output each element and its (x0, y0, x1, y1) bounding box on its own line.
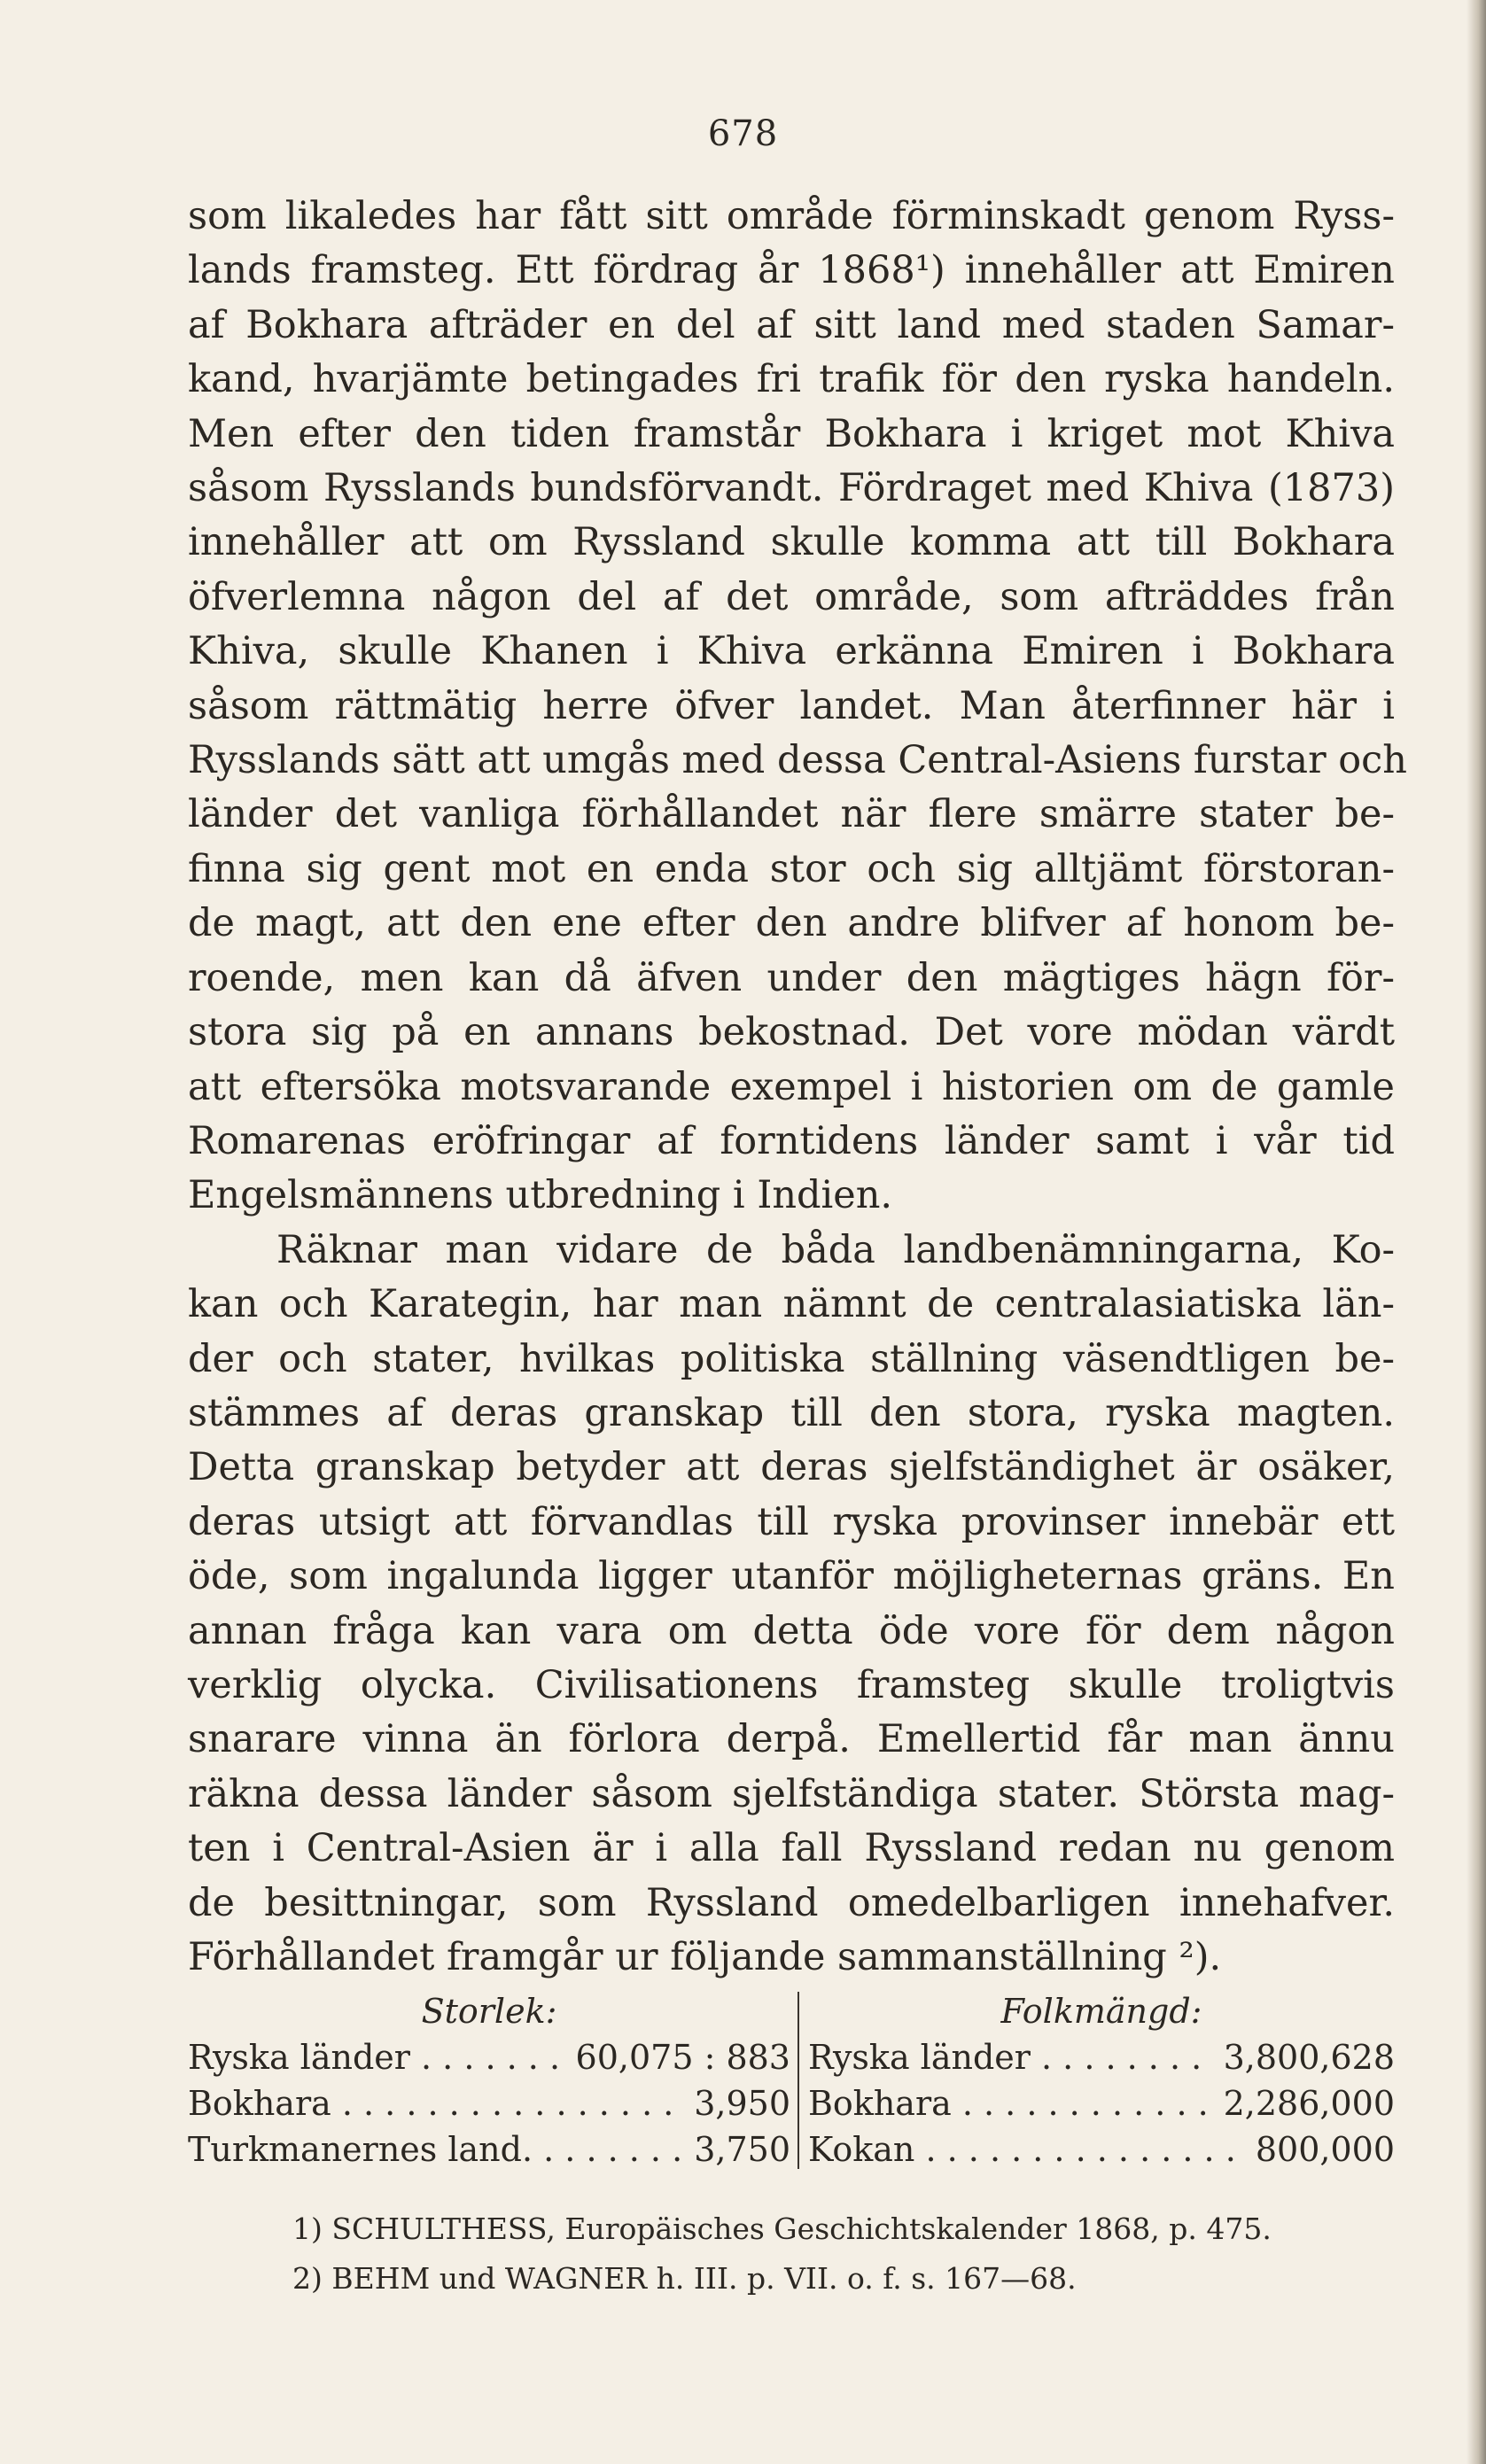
table-divider (797, 1992, 799, 2169)
text-line: snarare vinna än förlora derpå. Emellertid får man ännu (188, 1717, 1395, 1762)
text-line: Detta granskap betyder att deras sjelfständighet är osäker, (188, 1445, 1395, 1490)
text-line: Räknar man vidare de båda landbenämningarna, Ko- (276, 1227, 1395, 1272)
page-edge-shadow (1467, 0, 1486, 2464)
table-row (188, 2126, 790, 2173)
row-value: 60,075 : 883 (575, 2038, 790, 2077)
text-line: de besittningar, som Ryssland omedelbarligen innehafver. (188, 1880, 1395, 1925)
text-line: öfverlemna någon del af det område, som afträddes från (188, 574, 1395, 619)
footnote: 2) BEHM und WAGNER h. III. p. VII. o. f. s. 167—68. (292, 2261, 1077, 2296)
row-value: 2,286,000 (1223, 2084, 1395, 2123)
text-line: Romarenas eröfringar af forntidens länder samt i vår tid (188, 1118, 1395, 1163)
text-line: innehåller att om Ryssland skulle komma att till Bokhara (188, 520, 1395, 565)
table-row (188, 2080, 790, 2126)
row-label: Ryska länder . . . (808, 2034, 1213, 2080)
text-line: lands framsteg. Ett fördrag år 1868¹) innehåller att Emiren (188, 248, 1395, 293)
text-line: der och stater, hvilkas politiska ställning väsendtligen be- (188, 1336, 1395, 1381)
row-label: Bokhara . . . (188, 2080, 683, 2126)
footnote: 1) SCHULTHESS, Europäisches Geschichtskalender 1868, p. 475. (292, 2211, 1272, 2246)
size-table (188, 1988, 790, 2173)
text-line: Khiva, skulle Khanen i Khiva erkänna Emiren i Bokhara (188, 629, 1395, 674)
table-row (808, 2126, 1395, 2173)
text-line: såsom Rysslands bundsförvandt. Fördraget med Khiva (1873) (188, 466, 1395, 511)
table-row (808, 2080, 1395, 2126)
text-line: verklig olycka. Civilisationens framsteg skulle troligtvis (188, 1662, 1395, 1707)
text-line: de magt, att den ene efter den andre blifver af honom be- (188, 901, 1395, 946)
text-line: såsom rättmätig herre öfver landet. Man återfinner här i (188, 683, 1395, 728)
text-line: räkna dessa länder såsom sjelfständiga stater. Största mag- (188, 1771, 1395, 1816)
row-label: Turkmanernes land. . . . (188, 2126, 683, 2173)
footnotes (292, 2204, 1356, 2304)
row-value: 800,000 (1255, 2130, 1395, 2169)
text-line: öde, som ingalunda ligger utanför möjligheternas gräns. En (188, 1554, 1395, 1599)
table-row (188, 2034, 790, 2080)
statistics-tables (188, 1988, 1395, 2174)
table-row (808, 2034, 1395, 2080)
text-line: Rysslands sätt att umgås med dessa Central-Asiens furstar och (188, 738, 1407, 783)
row-label: Ryska länder . . . (188, 2034, 565, 2080)
text-line: som likaledes har fått sitt område förminskadt genom Ryss- (188, 194, 1395, 238)
row-value: 3,800,628 (1223, 2038, 1395, 2077)
row-value: 3,750 (694, 2130, 790, 2169)
row-label: Kokan . . . (808, 2126, 1245, 2173)
text-line: annan fråga kan vara om detta öde vore för dem någon (188, 1608, 1395, 1653)
text-line: roende, men kan då äfven under den mägtiges hägn för- (188, 955, 1395, 1000)
text-line: af Bokhara afträder en del af sitt land med staden Samar- (188, 302, 1395, 347)
text-line: att eftersöka motsvarande exempel i historien om de gamle (188, 1064, 1395, 1109)
text-line: kan och Karategin, har man nämnt de centralasiatiska län- (188, 1282, 1395, 1327)
population-table (808, 1988, 1395, 2173)
text-line: ten i Central-Asien är i alla fall Ryssland redan nu genom (188, 1826, 1395, 1871)
population-table-heading: Folkmängd: (1000, 1992, 1202, 2031)
row-label: Bokhara . . . (808, 2080, 1213, 2126)
text-line: stora sig på en annans bekostnad. Det vore mödan värdt (188, 1010, 1395, 1055)
text-line: stämmes af deras granskap till den stora, ryska magten. (188, 1390, 1395, 1435)
text-line: deras utsigt att förvandlas till ryska provinser innebär ett (188, 1499, 1395, 1544)
page-number: 678 (707, 113, 779, 154)
text-line: finna sig gent mot en enda stor och sig alltjämt förstoran- (188, 846, 1395, 891)
row-value: 3,950 (694, 2084, 790, 2123)
text-line: Men efter den tiden framstår Bokhara i kriget mot Khiva (188, 411, 1395, 456)
size-table-heading: Storlek: (421, 1992, 557, 2031)
text-line: länder det vanliga förhållandet när flere smärre stater be- (188, 792, 1395, 837)
text-line: kand, hvarjämte betingades fri trafik för den ryska handeln. (188, 357, 1395, 402)
text-line: Förhållandet framgår ur följande sammanställning ²). (188, 1935, 1222, 1979)
body-text (188, 190, 1407, 1985)
text-line: Engelsmännens utbredning i Indien. (188, 1173, 893, 1218)
